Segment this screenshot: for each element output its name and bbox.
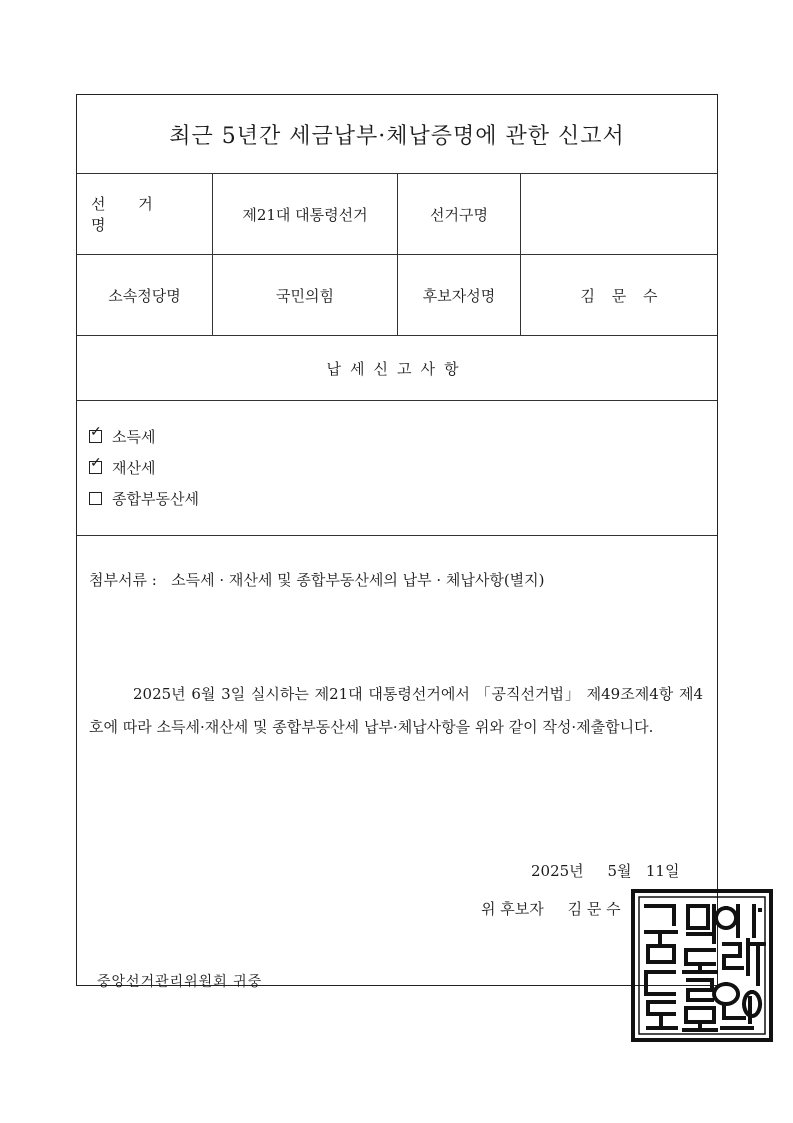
party-label: 소속정당명 bbox=[77, 255, 213, 335]
election-name-value: 제21대 대통령선거 bbox=[213, 174, 398, 254]
attachment-value: 소득세 · 재산세 및 종합부동산세의 납부 · 체납사항(별지) bbox=[171, 571, 545, 589]
declaration-form bbox=[76, 94, 718, 990]
election-name-label: 선 거 명 bbox=[77, 174, 213, 254]
tax-item-income bbox=[89, 421, 199, 452]
date-day: 11일 bbox=[645, 862, 680, 880]
checkbox-comprehensive[interactable] bbox=[89, 492, 102, 505]
candidate-name-value: 김 문 수 bbox=[580, 286, 664, 305]
election-row bbox=[77, 174, 717, 255]
form-title: 최근 5년간 세금납부·체납증명에 관한 신고서 bbox=[169, 123, 625, 149]
party-value: 국민의힘 bbox=[213, 255, 398, 335]
tax-item-label: 소득세 bbox=[112, 428, 156, 446]
candidate-name-label: 후보자성명 bbox=[398, 255, 521, 335]
checkbox-income[interactable] bbox=[89, 424, 102, 443]
tax-item-comprehensive bbox=[89, 483, 199, 514]
signer-line bbox=[481, 898, 621, 919]
check-icon: ✓ bbox=[90, 455, 102, 471]
tax-item-label: 재산세 bbox=[112, 459, 156, 477]
declaration-text: 2025년 6월 3일 실시하는 제21대 대통령선거에서 「공직선거법」 제49조제4항 제4호에 따라 소득세·재산세 및 종합부동산세 납부·체납사항을 위와 같이 작성·제출합니다. bbox=[89, 685, 703, 736]
official-seal-stamp bbox=[630, 888, 774, 1043]
title-row bbox=[77, 95, 717, 174]
tax-items-section bbox=[77, 401, 717, 536]
submission-date bbox=[531, 860, 679, 881]
attachment-label: 첨부서류 : bbox=[89, 571, 157, 589]
date-year: 2025년 bbox=[531, 862, 584, 880]
date-month: 5월 bbox=[607, 862, 632, 880]
recipient: 중앙선거관리위원회 귀중 bbox=[97, 974, 263, 990]
tax-item-label: 종합부동산세 bbox=[112, 490, 199, 508]
attachment-line bbox=[89, 569, 545, 590]
tax-item-property bbox=[89, 452, 199, 483]
signer-name: 김 문 수 bbox=[567, 900, 621, 918]
candidate-row bbox=[77, 255, 717, 336]
checkbox-property[interactable] bbox=[89, 455, 102, 474]
section-title: 납세신고사항 bbox=[77, 336, 717, 401]
check-icon: ✓ bbox=[90, 424, 102, 440]
district-name-value bbox=[521, 174, 717, 254]
signer-prefix: 위 후보자 bbox=[481, 900, 544, 918]
district-name-label: 선거구명 bbox=[398, 174, 521, 254]
tax-list bbox=[89, 421, 199, 514]
